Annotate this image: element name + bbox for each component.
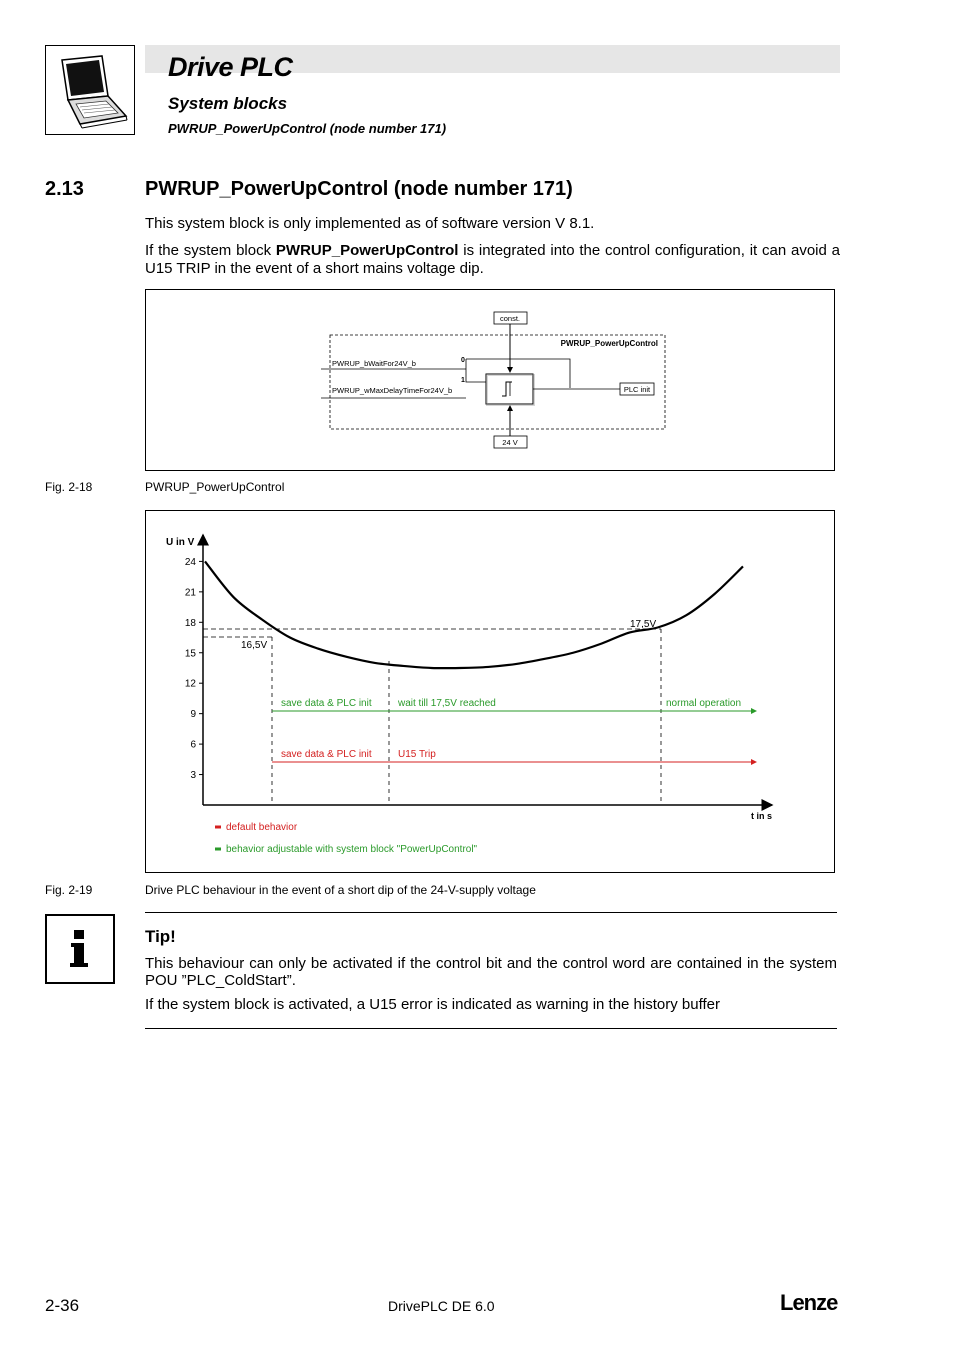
output-label: PLC init [623, 385, 651, 394]
document-title: Drive PLC [168, 52, 293, 82]
figure2-caption: Drive PLC behaviour in the event of a short dip of the 24-V-supply voltage [145, 883, 536, 897]
subsection-title: PWRUP_PowerUpControl (node number 171) [168, 121, 447, 136]
footer-document-id: DrivePLC DE 6.0 [388, 1298, 495, 1314]
figure2-label: Fig. 2-19 [45, 883, 93, 897]
y-tick-label: 21 [184, 587, 196, 599]
para-text-bold: PWRUP_PowerUpControl [275, 242, 459, 259]
laptop-icon [46, 46, 134, 134]
annotation-17-5: 17,5V [630, 619, 657, 630]
tip-heading: Tip! [145, 927, 176, 946]
tip-top-rule [145, 912, 837, 913]
heading-number: 2.13 [45, 178, 84, 200]
para-text-post: is integrated into the control configuration, it can avoid a U15 TRIP in the event of a short mains voltage dip. [145, 242, 840, 277]
y-ticks [185, 557, 203, 781]
y-tick-label: 24 [184, 556, 196, 568]
green-label-2: wait till 17,5V reached [398, 698, 496, 709]
red-label-1: save data & PLC init [281, 749, 372, 760]
heading-title: PWRUP_PowerUpControl (node number 171) [145, 178, 573, 200]
function-box [486, 374, 533, 404]
y-tick-label: 18 [184, 617, 196, 629]
const-label: const. [499, 314, 521, 323]
info-glyph [47, 916, 113, 982]
y-tick-label: 15 [184, 648, 196, 660]
block-diagram-svg [146, 290, 834, 470]
annotation-16-5: 16,5V [241, 640, 268, 651]
paragraph-version: This system block is only implemented as of software version V 8.1. [145, 215, 595, 232]
input2-label: PWRUP_wMaxDelayTimeFor24V_b [332, 386, 453, 395]
green-label-1: save data & PLC init [281, 698, 372, 709]
legend-default: default behavior [226, 822, 298, 833]
tip-text-2: If the system block is activated, a U15 error is indicated as warning in the history buffer [145, 996, 720, 1013]
block-name: PWRUP_PowerUpControl [560, 339, 658, 348]
figure1-caption: PWRUP_PowerUpControl [145, 480, 285, 494]
para-text-pre: If the system block [145, 242, 276, 259]
green-label-3: normal operation [666, 698, 742, 709]
x-axis-label: t in s [751, 811, 773, 821]
page-number: 2-36 [45, 1296, 80, 1315]
tip-text-1: This behaviour can only be activated if the control bit and the control word are contained in the system POU ”PLC_ColdStart”. [145, 955, 837, 989]
legend-adjustable: behavior adjustable with system block "PowerUpControl" [226, 844, 478, 855]
y-tick-label: 6 [190, 739, 196, 751]
red-label-2: U15 Trip [398, 749, 436, 760]
switch-0-label: 0 [461, 357, 465, 364]
info-icon [45, 914, 115, 984]
supply-label: 24 V [502, 438, 518, 447]
tip-bottom-rule [145, 1028, 837, 1029]
section-title: System blocks [168, 94, 288, 113]
input1-label: PWRUP_bWaitFor24V_b [332, 359, 416, 368]
laptop-logo [45, 45, 135, 135]
figure1-label: Fig. 2-18 [45, 480, 93, 494]
y-axis-label: U in V [166, 537, 195, 548]
voltage-curve [205, 561, 743, 668]
y-tick-label: 9 [190, 709, 196, 721]
y-tick-label: 12 [184, 678, 196, 690]
voltage-chart-svg [146, 511, 834, 872]
y-tick-label: 3 [190, 770, 196, 782]
switch-1-label: 1 [461, 377, 465, 384]
block-diagram [145, 289, 835, 471]
paragraph-description [145, 242, 840, 278]
voltage-chart [145, 510, 835, 873]
brand-logo: Lenze [780, 1290, 838, 1315]
